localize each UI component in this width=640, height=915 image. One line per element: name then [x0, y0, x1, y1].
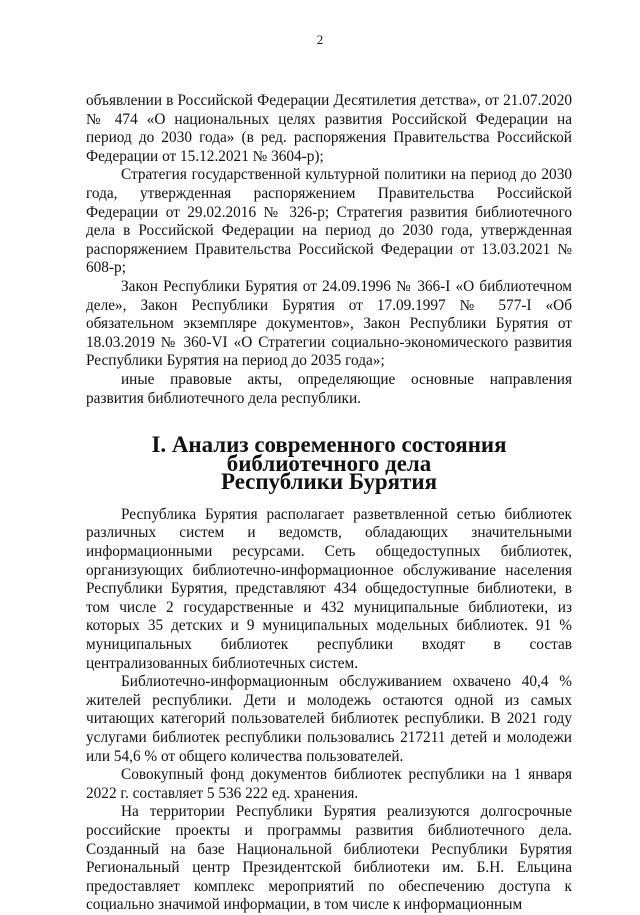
paragraph-other-acts: иные правовые акты, определяющие основные направления развития библиотечного дела республики.: [86, 370, 572, 407]
paragraph-continuation: объявлении в Российской Федерации Десятилетия детства», от 21.07.2020 № 474 «О национальных целях развития Российской Федерации на период до 2030 года» (в ред. распоряжения Правительства Российской Федерации от 15.12.2021 № 3604-р);: [86, 92, 572, 165]
page-number: 2: [316, 32, 324, 47]
paragraph-strategy: Стратегия государственной культурной политики на период до 2030 года, утвержденная распоряжением Правительства Российской Федерации от 29.02.2016 № 326-р; Стратегия развития библиотечного дела в Российской Федерации на период до 2030 года, утвержденная распоряжением Правительства Российской Федерации от 13.03.2021 № 608-р;: [86, 166, 572, 277]
paragraph-laws: Закон Республики Бурятия от 24.09.1996 № 366-I «О библиотечном деле», Закон Республики Бурятия от 17.09.1997 № 577-I «Об обязательном экземпляре документов», Закон Республики Бурятия от 18.03.2019 № 360-VI «О Стратегии социально-экономического развития Республики Бурятия на период до 2035 года»;: [86, 277, 572, 370]
document-body: [86, 92, 572, 915]
paragraph-projects: На территории Республики Бурятия реализуются долгосрочные российские проекты и программы развития библиотечного дела. Созданный на базе Национальной библиотеки Республики Бурятия Региональный центр Президентской библиотеки им. Б.Н. Ельцина предоставляет комплекс мероприятий по обеспечению доступа к социально значимой информации, в том числе к информационным: [86, 803, 572, 914]
section-heading-line1: I. Анализ современного состояния библиотечного дела: [151, 432, 507, 476]
paragraph-collection: Совокупный фонд документов библиотек республики на 1 января 2022 г. составляет 5 536 222 ед. хранения.: [86, 766, 572, 802]
paragraph-coverage: Библиотечно-информационным обслуживанием охвачено 40,4 % жителей республики. Дети и молодежь остаются одной из самых читающих категорий пользователей библиотек республики. В 2021 году услугами библиотек республики пользовались 217211 детей и молодежи или 54,6 % от общего количества пользователей.: [86, 673, 572, 765]
section-heading-line2: Республики Бурятия: [220, 469, 437, 495]
section-heading: [86, 432, 572, 495]
paragraph-library-network: Республика Бурятия располагает разветвленной сетью библиотек различных систем и ведомств, обладающих значительными информационными ресурсами. Сеть общедоступных библиотек, организующих библиотечно-информационное обслуживание населения Республики Бурятия, представляют 434 общедоступные библиотеки, в том числе 2 государственные и 432 муниципальные библиотеки, из которых 35 детских и 9 муниципальных модельных библиотек. 91 % муниципальных библиотек республики входят в состав централизованных библиотечных систем.: [86, 505, 572, 672]
